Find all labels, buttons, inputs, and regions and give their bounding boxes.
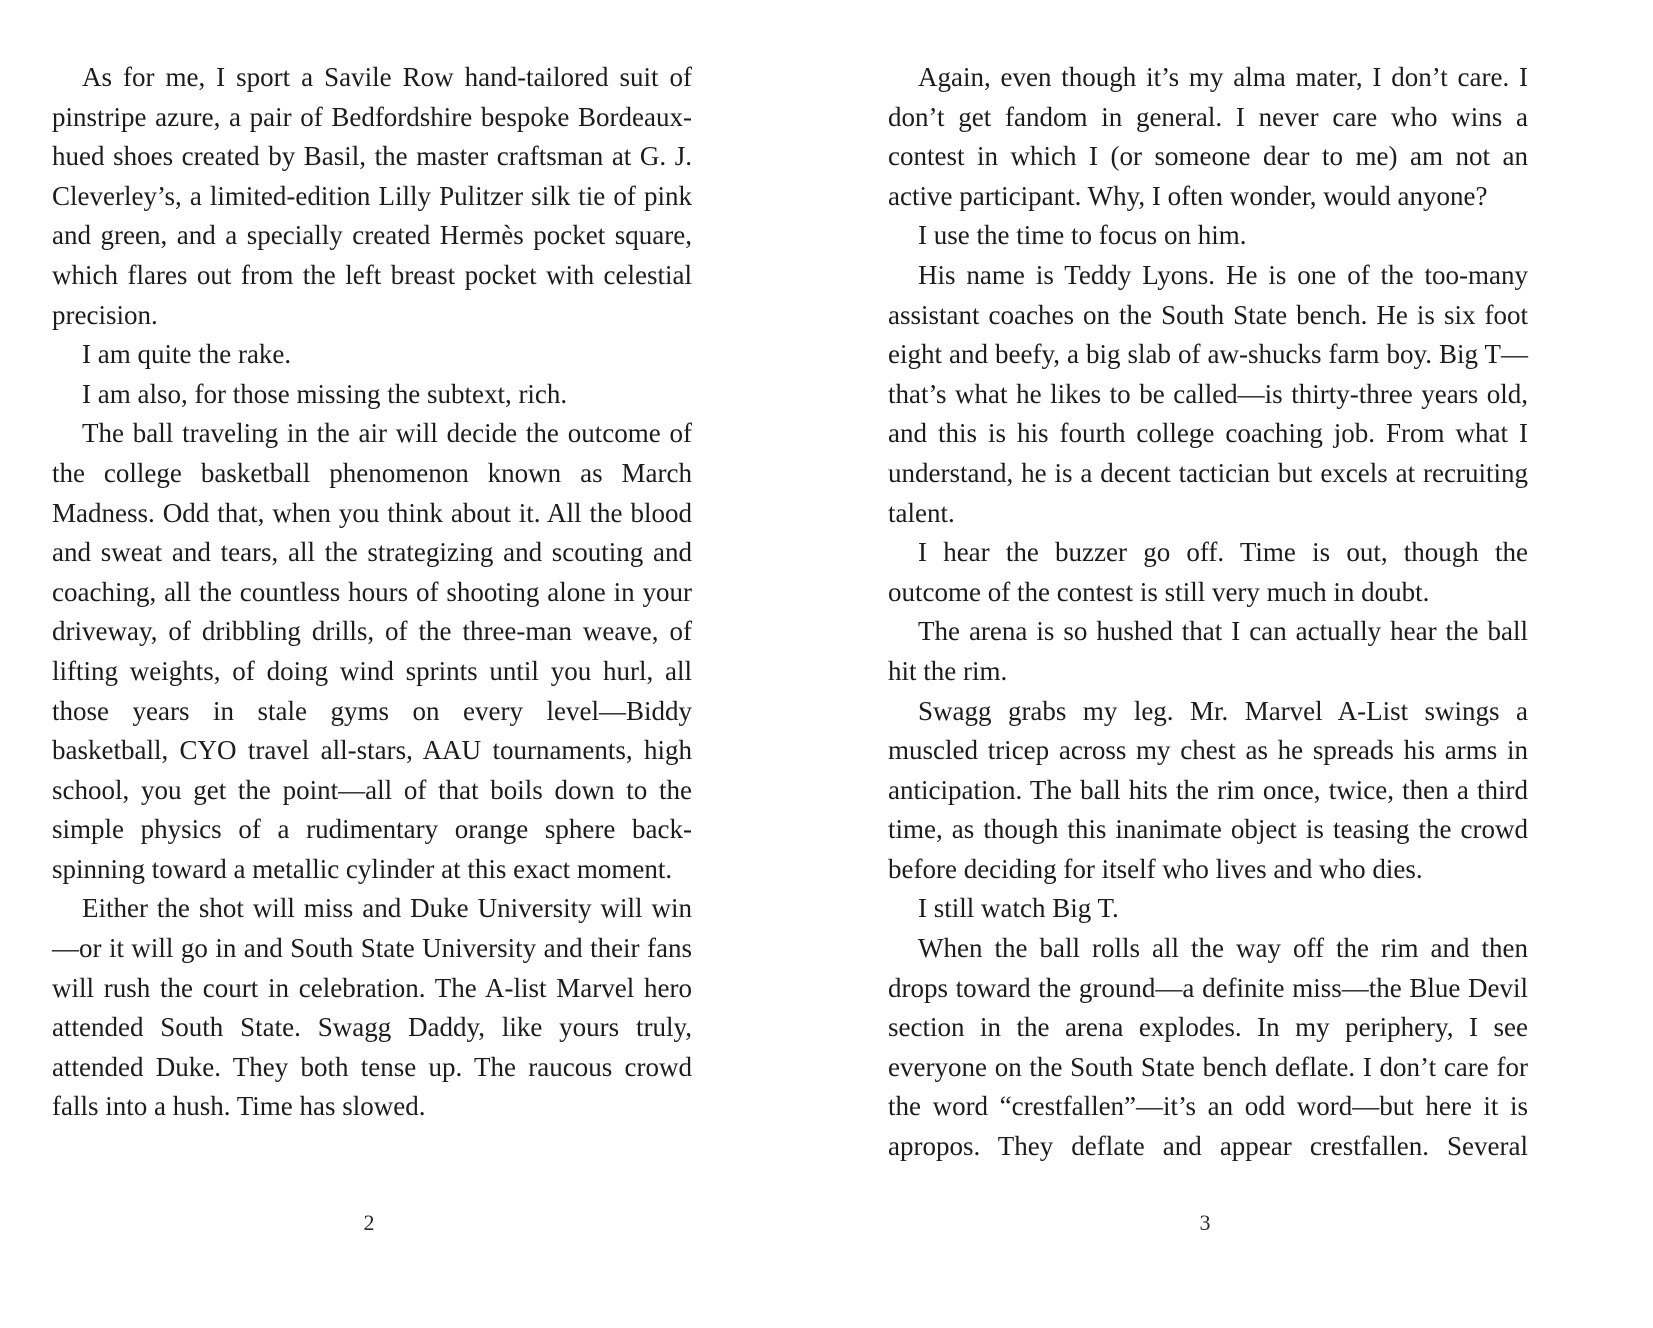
paragraph: Swagg grabs my leg. Mr. Marvel A-List swings a muscled tricep across my chest as he spreads his arms in anticipation. The ball hits the rim once, twice, then a third time, as though this inanimate object is teasing the crowd before deciding for itself who lives and who dies.	[888, 695, 1528, 884]
paragraph: I use the time to focus on him.	[918, 220, 1247, 251]
paragraph: His name is Teddy Lyons. He is one of the too-many assistant coaches on the South State bench. He is six foot eight and beefy, a big slab of aw-shucks farm boy. Big T—that’s what he likes to be called—is thirty-three years old, and this is his fourth college coaching job. From what I understand, he is a decent tactician but excels at recruiting talent.	[888, 259, 1528, 528]
paragraph: I am also, for those missing the subtext, rich.	[82, 378, 568, 409]
paragraph: I hear the buzzer go off. Time is out, though the outcome of the contest is still very much in doubt.	[888, 537, 1528, 607]
paragraph: The ball traveling in the air will decide the outcome of the college basketball phenomenon known as March Madness. Odd that, when you think about it. All the blood and sweat and tears, all the strategizing and scouting and coaching, all the countless hours of shooting alone in your driveway, of dribbling drills, of the three-man weave, of lifting weights, of doing wind sprints until you hurl, all those years in stale gyms on every level—Biddy basketball, CYO travel all-stars, AAU tournaments, high school, you get the point—all of that boils down to the simple physics of a rudimentary orange sphere back-spinning toward a metallic cylinder at this exact moment.	[52, 418, 692, 884]
paragraph: I am quite the rake.	[82, 339, 292, 370]
right-page	[888, 58, 1528, 1167]
page-number: 3	[1199, 1210, 1211, 1235]
paragraph: The arena is so hushed that I can actually hear the ball hit the rim.	[888, 616, 1528, 686]
page-number: 2	[363, 1210, 375, 1235]
paragraph: Either the shot will miss and Duke University will win—or it will go in and South State University and their fans will rush the court in celebration. The A-list Marvel hero attended South State. Swagg Daddy, like yours truly, attended Duke. They both tense up. The raucous crowd falls into a hush. Time has slowed.	[52, 893, 692, 1122]
paragraph: When the ball rolls all the way off the rim and then drops toward the ground—a definite miss—the Blue Devil section in the arena explodes. In my periphery, I see everyone on the South State bench deflate. I don’t care for the word “crestfallen”—it’s an odd word—but here it is apropos. They deflate and appear crestfallen. Several	[888, 933, 1528, 1162]
paragraph: I still watch Big T.	[918, 893, 1119, 924]
paragraph: As for me, I sport a Savile Row hand-tailored suit of pinstripe azure, a pair of Bedfordshire bespoke Bordeaux-hued shoes created by Basil, the master craftsman at G. J. Cleverley’s, a limited-edition Lilly Pulitzer silk tie of pink and green, and a specially created Hermès pocket square, which flares out from the left breast pocket with celestial precision.	[52, 62, 692, 330]
paragraph: Again, even though it’s my alma mater, I don’t care. I don’t get fandom in general. I never care who wins a contest in which I (or someone dear to me) am not an active participant. Why, I often wonder, would anyone?	[888, 62, 1528, 211]
left-page	[52, 58, 692, 1127]
